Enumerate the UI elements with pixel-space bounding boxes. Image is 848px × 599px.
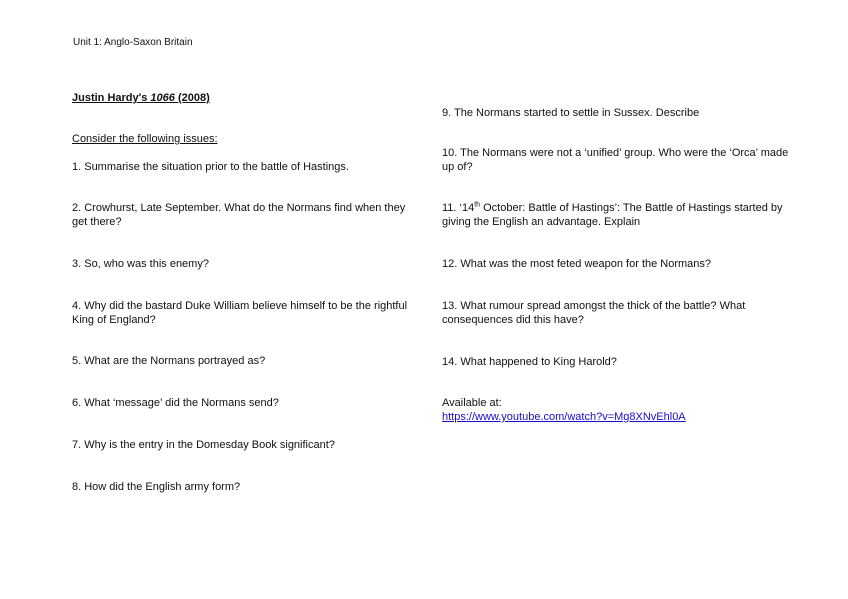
question-11-superscript: th	[474, 201, 481, 209]
available-label: Available at:	[442, 397, 502, 409]
available-section	[442, 396, 792, 424]
document-header: Unit 1: Anglo-Saxon Britain	[73, 37, 193, 48]
question-8: 8. How did the English army form?	[72, 481, 241, 493]
title-suffix: (2008)	[174, 92, 210, 104]
question-9: 9. The Normans started to settle in Sussex. Describe	[442, 107, 700, 119]
question-1: 1. Summarise the situation prior to the battle of Hastings.	[72, 161, 349, 173]
title-prefix: Justin Hardy's	[72, 92, 151, 104]
question-6: 6. What ‘message’ did the Normans send?	[72, 397, 279, 409]
question-12: 12. What was the most feted weapon for the Normans?	[442, 258, 712, 270]
question-10: 10. The Normans were not a ‘unified’ group. Who were the ‘Orca’ made up of?	[442, 147, 789, 173]
question-3: 3. So, who was this enemy?	[72, 258, 209, 270]
intro-text: Consider the following issues:	[72, 133, 218, 145]
title-film: 1066	[150, 92, 175, 104]
question-7: 7. Why is the entry in the Domesday Book significant?	[72, 439, 335, 451]
question-11	[442, 201, 792, 229]
question-5: 5. What are the Normans portrayed as?	[72, 355, 266, 367]
question-11-end: October: Battle of Hastings’: The Battle of Hastings started by giving the English an advantage. Explain	[442, 202, 783, 228]
question-13: 13. What rumour spread amongst the thick of the battle? What consequences did this have?	[442, 300, 746, 326]
question-4: 4. Why did the bastard Duke William believe himself to be the rightful King of England?	[72, 300, 408, 326]
question-11-start: 11. ‘14	[442, 202, 475, 214]
question-14: 14. What happened to King Harold?	[442, 356, 617, 368]
video-link[interactable]: https://www.youtube.com/watch?v=Mg8XNvEhl0A	[442, 411, 686, 423]
question-2: 2. Crowhurst, Late September. What do the Normans find when they get there?	[72, 202, 406, 228]
document-title	[72, 91, 412, 105]
